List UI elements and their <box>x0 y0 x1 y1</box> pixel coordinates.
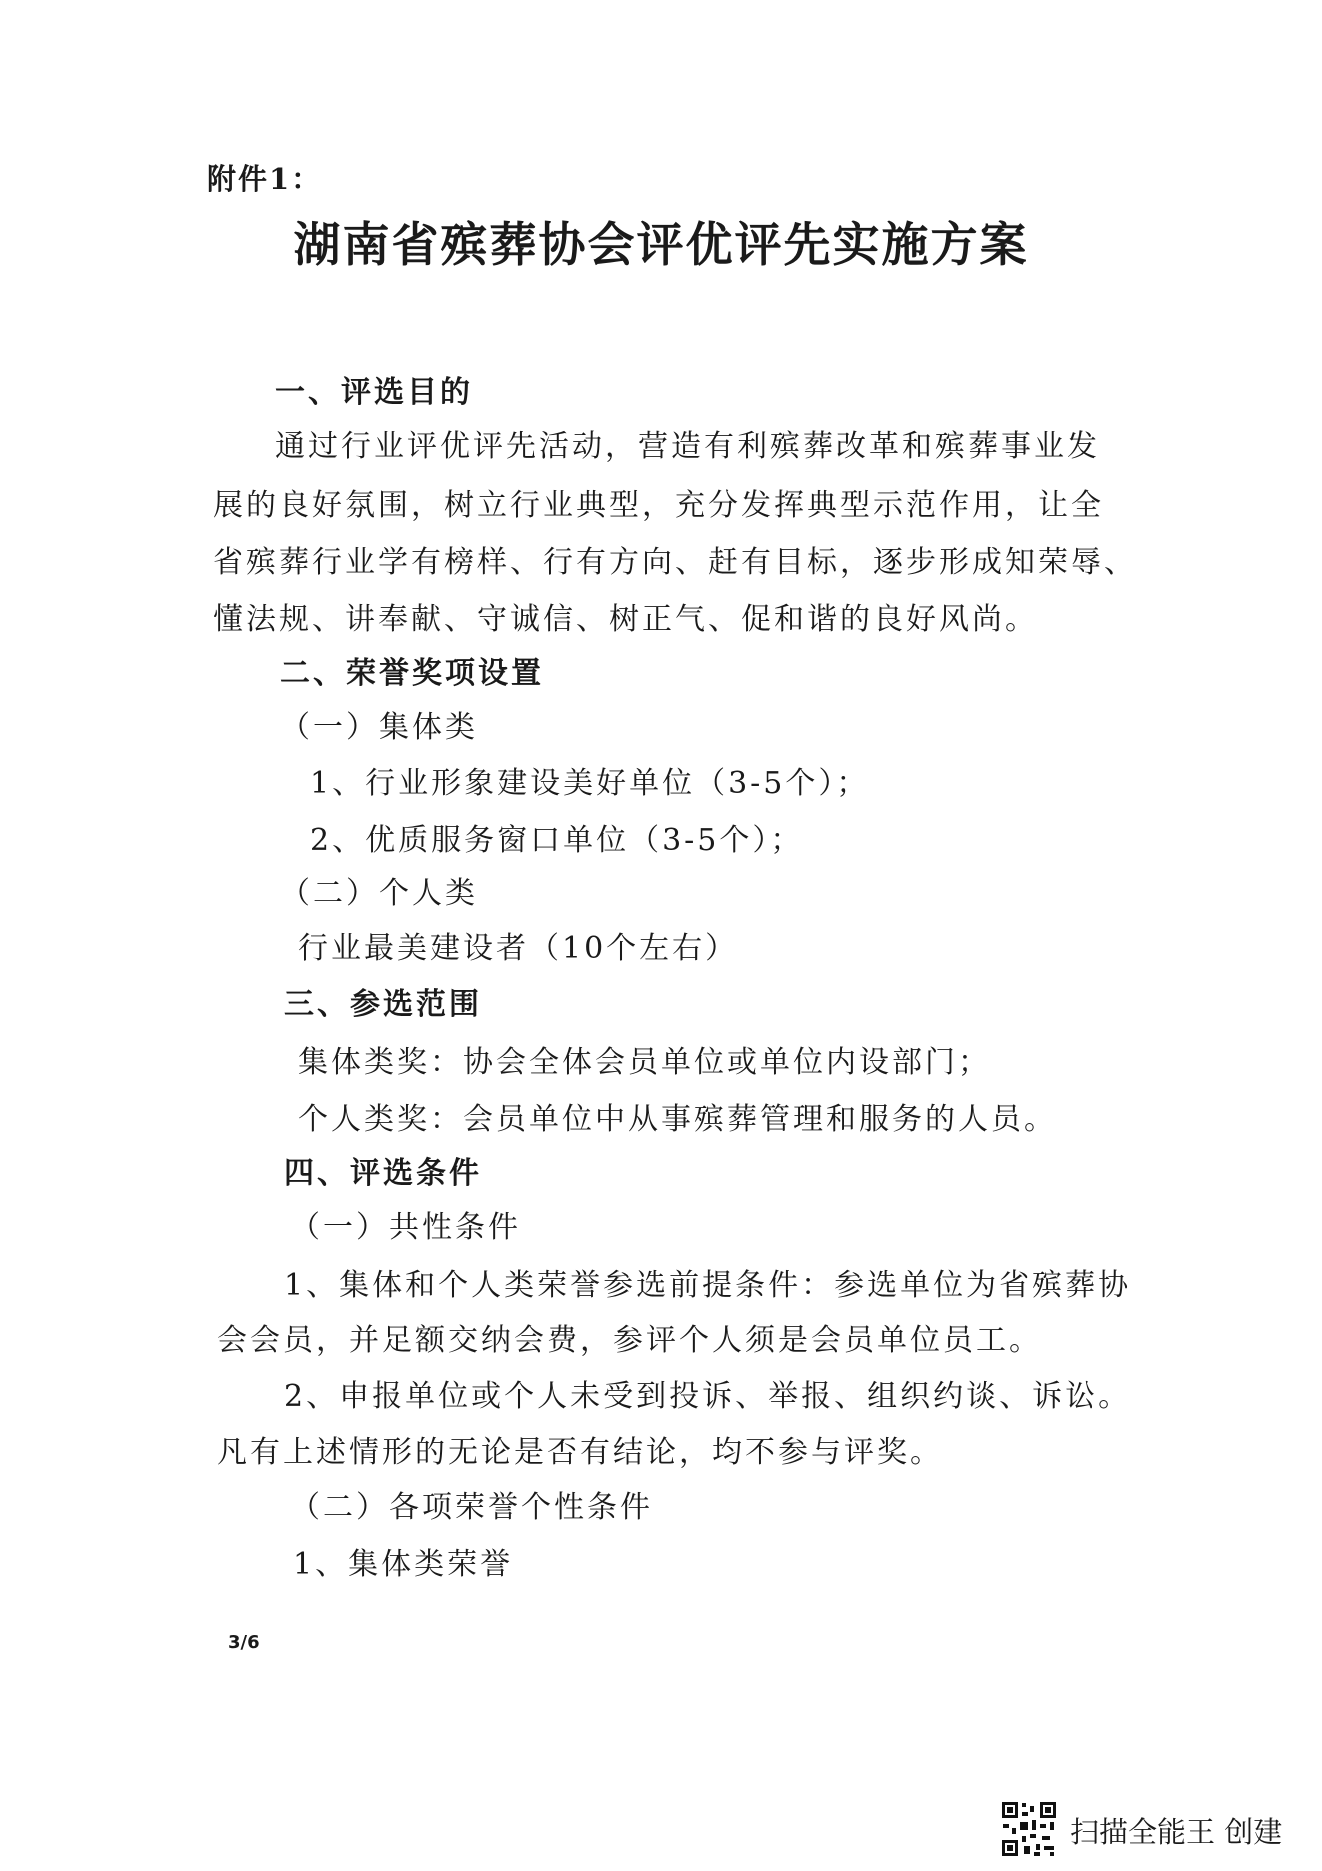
body-text-line: 集体类奖：协会全体会员单位或单位内设部门； <box>298 1045 991 1080</box>
section-heading: 三、参选范围 <box>284 987 482 1022</box>
body-text-line: 会会员，并足额交纳会费，参评个人须是会员单位员工。 <box>217 1323 1042 1358</box>
body-text-line: 2、优质服务窗口单位（3-5个）； <box>310 823 804 858</box>
section-heading: 一、评选目的 <box>275 375 473 410</box>
body-text-line: 通过行业评优评先活动，营造有利殡葬改革和殡葬事业发 <box>275 429 1100 464</box>
page-number: 3/6 <box>228 1632 260 1653</box>
body-text-line: 省殡葬行业学有榜样、行有方向、赶有目标，逐步形成知荣辱、 <box>213 545 1137 580</box>
body-text-line: （一）集体类 <box>280 710 478 745</box>
body-text-line: 凡有上述情形的无论是否有结论，均不参与评奖。 <box>217 1435 943 1470</box>
body-text-line: 展的良好氛围，树立行业典型，充分发挥典型示范作用，让全 <box>213 488 1104 523</box>
body-text-line: （二）各项荣誉个性条件 <box>290 1490 653 1525</box>
body-text-line: 1、集体和个人类荣誉参选前提条件：参选单位为省殡葬协 <box>284 1268 1132 1303</box>
body-text-line: 个人类奖：会员单位中从事殡葬管理和服务的人员。 <box>298 1102 1057 1137</box>
scanner-app-label: 扫描全能王 创建 <box>1070 1815 1283 1849</box>
body-text-line: 2、申报单位或个人未受到投诉、举报、组织约谈、诉讼。 <box>284 1379 1132 1414</box>
section-heading: 四、评选条件 <box>284 1156 482 1191</box>
body-text-line: （二）个人类 <box>280 876 478 911</box>
document-title: 湖南省殡葬协会评优评先实施方案 <box>293 218 1029 273</box>
body-text-line: 懂法规、讲奉献、守诚信、树正气、促和谐的良好风尚。 <box>213 602 1038 637</box>
section-heading: 二、荣誉奖项设置 <box>280 656 544 691</box>
body-text-line: 1、行业形象建设美好单位（3-5个）； <box>310 766 870 801</box>
attachment-label: 附件1： <box>207 162 323 196</box>
body-text-line: 行业最美建设者（10个左右） <box>298 931 739 966</box>
qr-code-icon <box>1000 1800 1058 1858</box>
body-text-line: （一）共性条件 <box>290 1210 521 1245</box>
body-text-line: 1、集体类荣誉 <box>293 1547 514 1582</box>
scanner-watermark <box>1000 1800 1300 1852</box>
